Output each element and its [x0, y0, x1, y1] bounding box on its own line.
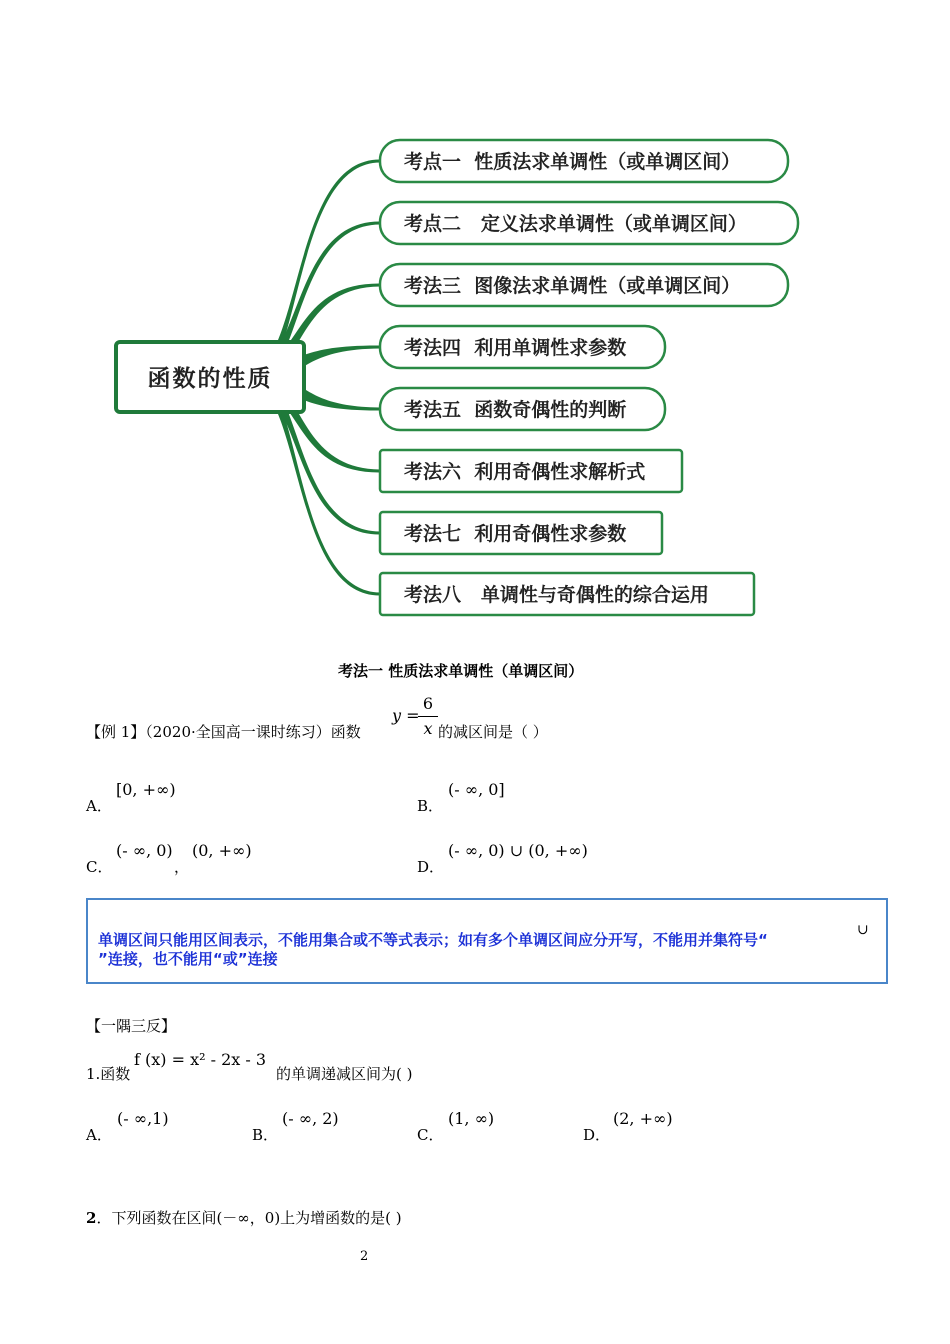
fraction-bar [418, 716, 438, 717]
mindmap-node-label: 考法八 单调性与奇偶性的综合运用 [404, 584, 709, 606]
mindmap [0, 0, 950, 640]
union-symbol: ∪ [857, 922, 869, 938]
option-b-value: (- ∞, 0] [448, 780, 505, 799]
option-a-value: [0, +∞) [116, 780, 176, 799]
mindmap-node-label: 考法三 图像法求单调性（或单调区间） [404, 275, 741, 297]
mindmap-node-5 [380, 388, 665, 430]
mindmap-node-4 [380, 326, 665, 368]
q2-text: ．下列函数在区间(－∞，0)上为增函数的是( ) [96, 1209, 402, 1227]
mindmap-root [116, 342, 304, 412]
mindmap-node-label: 考法四 利用单调性求参数 [404, 337, 627, 359]
page-number: 2 [360, 1249, 369, 1264]
example1-suffix: 的减区间是（ ） [438, 723, 548, 741]
note-line-1: 单调区间只能用区间表示，不能用集合或不等式表示；如有多个单调区间应分开写，不能用并集符号“ [98, 931, 768, 949]
q1-option-d-value: (2, +∞) [613, 1109, 673, 1128]
q1-option-c-value: (1, ∞) [448, 1109, 495, 1128]
example1-numerator: 6 [422, 694, 434, 713]
option-c-value: (- ∞, 0) [116, 841, 173, 860]
q1-option-c-label: C． [417, 1126, 444, 1144]
q2 [86, 1207, 402, 1228]
example1-formula-lhs: y = [392, 706, 420, 725]
mindmap-node-6 [380, 450, 682, 492]
mindmap-node-label: 考法五 函数奇偶性的判断 [404, 399, 627, 421]
example1-denominator: x [423, 719, 433, 738]
q1-option-a-label: A． [86, 1126, 112, 1144]
mindmap-node-label: 考点二 定义法求单调性（或单调区间） [404, 213, 747, 235]
option-c-label: C． [86, 858, 113, 876]
mindmap-node-2 [380, 202, 798, 244]
mindmap-node-1 [380, 140, 788, 182]
mindmap-node-label: 考点一 性质法求单调性（或单调区间） [404, 151, 741, 173]
q1-option-b-label: B． [252, 1126, 279, 1144]
note-line-2: ”连接，也不能用“或”连接 [98, 950, 278, 968]
q1-option-b-value: (- ∞, 2) [282, 1109, 339, 1128]
mindmap-node-label: 考法六 利用奇偶性求解析式 [404, 461, 646, 483]
mindmap-node-7 [380, 512, 662, 554]
q1-prefix: 1.函数 [86, 1065, 131, 1083]
q1-option-d-label: D． [583, 1126, 611, 1144]
mindmap-node-3 [380, 264, 788, 306]
q1-suffix: 的单调递减区间为( ) [276, 1065, 413, 1083]
mindmap-node-8 [380, 573, 754, 615]
mindmap-node-label: 考法七 利用奇偶性求参数 [404, 523, 627, 545]
q1-formula: f (x) = x² - 2x - 3 [134, 1050, 267, 1069]
q1-option-a-value: (- ∞,1) [117, 1109, 169, 1128]
option-a-label: A． [86, 797, 112, 815]
option-d-value: (- ∞, 0) ∪ (0, +∞) [448, 841, 588, 860]
practice-heading: 【一隅三反】 [86, 1017, 177, 1035]
root-label: 函数的性质 [147, 365, 273, 392]
option-c-value2: (0, +∞) [192, 841, 252, 860]
option-c-separator: ， [174, 858, 190, 876]
option-d-label: D． [417, 858, 445, 876]
option-b-label: B． [417, 797, 444, 815]
example1-prefix: 【例 1】（2020·全国高一课时练习）函数 [86, 723, 361, 741]
q2-number: 2 [86, 1209, 97, 1227]
section-title: 考法一 性质法求单调性（单调区间） [338, 662, 584, 680]
